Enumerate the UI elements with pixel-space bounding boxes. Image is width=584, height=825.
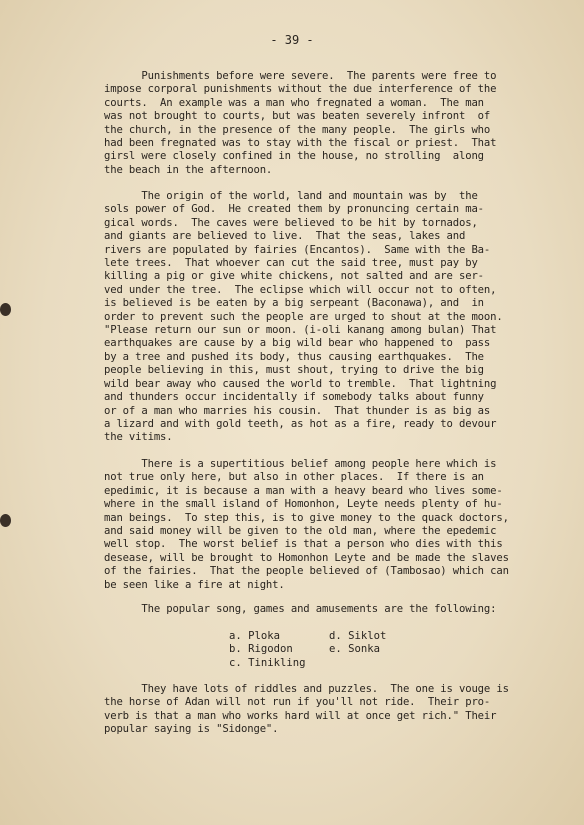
text-line: man beings. To step this, is to give money to the quack doctors, — [104, 511, 509, 524]
list-item: b. Rigodon — [229, 643, 293, 656]
list-item: d. Siklot — [329, 630, 387, 642]
text-line: lete trees. That whoever can cut the said tree, must pay by — [104, 257, 478, 270]
text-line: the horse of Adan will not run if you'll not ride. Their pro- — [104, 696, 491, 709]
text-line: well stop. The worst belief is that a person who dies with this — [104, 538, 503, 551]
text-line: sols power of God. He created them by pronuncing certain ma- — [104, 203, 484, 216]
paragraph-punishments — [104, 70, 534, 177]
text-line: rivers are populated by fairies (Encantos). Same with the Ba- — [104, 243, 491, 256]
text-line: wild bear away who caused the world to tremble. That lightning — [104, 377, 497, 390]
text-line: verb is that a man who works hard will at once get rich." Their — [104, 709, 497, 722]
punch-hole — [0, 303, 11, 316]
paragraph-riddles — [104, 683, 534, 737]
paragraph-origin-of-world — [104, 190, 534, 445]
list-item: e. Sonka — [329, 643, 381, 656]
list-item: a. Ploka — [229, 630, 281, 642]
text-line: and said money will be given to the old man, where the epedemic — [104, 525, 497, 538]
text-line: epedimic, it is because a man with a heavy beard who lives some- — [104, 484, 503, 497]
punch-hole — [0, 514, 11, 527]
text-line: not true only here, but also in other places. If there is an — [104, 471, 484, 484]
text-line: popular saying is "Sidonge". — [104, 723, 279, 736]
page-number: - 39 - — [270, 33, 314, 47]
text-line: by a tree and pushed its body, thus causing earthquakes. The — [104, 350, 484, 363]
text-line: where in the small island of Homonhon, Leyte needs plenty of hu- — [104, 498, 503, 511]
text-line: killing a pig or give white chickens, not salted and are ser- — [104, 270, 484, 283]
list-item: c. Tinikling — [229, 656, 306, 669]
paragraph-popular-songs — [104, 603, 534, 616]
list-row — [229, 630, 429, 643]
text-line: was not brought to courts, but was beaten severely infront of — [104, 110, 491, 123]
text-line: "Please return our sun or moon. (i-oli kanang among bulan) That — [104, 324, 497, 337]
text-line: girsl were closely confined in the house, no strolling along — [104, 150, 484, 163]
text-line: They have lots of riddles and puzzles. The one is vouge is — [104, 683, 509, 695]
text-line: and thunders occur incidentally if somebody talks about funny — [104, 391, 484, 404]
list-row — [229, 657, 429, 670]
text-line: or of a man who marries his cousin. That thunder is as big as — [104, 404, 491, 417]
text-line: people believing in this, must shout, trying to drive the big — [104, 364, 484, 377]
text-line: courts. An example was a man who fregnated a woman. The man — [104, 96, 484, 109]
games-list — [229, 630, 429, 670]
text-line: a lizard and with gold teeth, as hot as a fire, ready to devour — [104, 417, 497, 430]
text-line: earthquakes are cause by a big wild bear who happened to pass — [104, 337, 491, 350]
text-line: gical words. The caves were believed to be hit by tornados, — [104, 216, 478, 229]
text-line: and giants are believed to live. That the seas, lakes and — [104, 230, 466, 243]
text-line: the church, in the presence of the many people. The girls who — [104, 123, 491, 136]
paragraph-superstition — [104, 458, 534, 592]
text-line: The popular song, games and amusements are the following: — [104, 603, 497, 615]
text-line: impose corporal punishments without the due interference of the — [104, 83, 497, 96]
list-item — [329, 657, 429, 670]
list-row — [229, 643, 429, 656]
text-line: is believed is be eaten by a big serpeant (Baconawa), and in — [104, 297, 484, 310]
text-line: There is a supertitious belief among people here which is — [104, 458, 497, 470]
text-line: the vitims. — [104, 431, 173, 444]
text-line: of the fairies. That the people believed of (Tambosao) which can — [104, 565, 509, 578]
text-line: The origin of the world, land and mountain was by the — [104, 190, 478, 202]
text-line: be seen like a fire at night. — [104, 578, 285, 591]
text-line: Punishments before were severe. The parents were free to — [104, 70, 497, 82]
text-line: desease, will be brought to Homonhon Leyte and be made the slaves — [104, 551, 509, 564]
text-line: had been fregnated was to stay with the fiscal or priest. That — [104, 137, 497, 150]
text-line: the beach in the afternoon. — [104, 163, 273, 176]
text-line: order to prevent such the people are urged to shout at the moon. — [104, 310, 503, 323]
text-line: ved under the tree. The eclipse which will occur not to often, — [104, 283, 497, 296]
